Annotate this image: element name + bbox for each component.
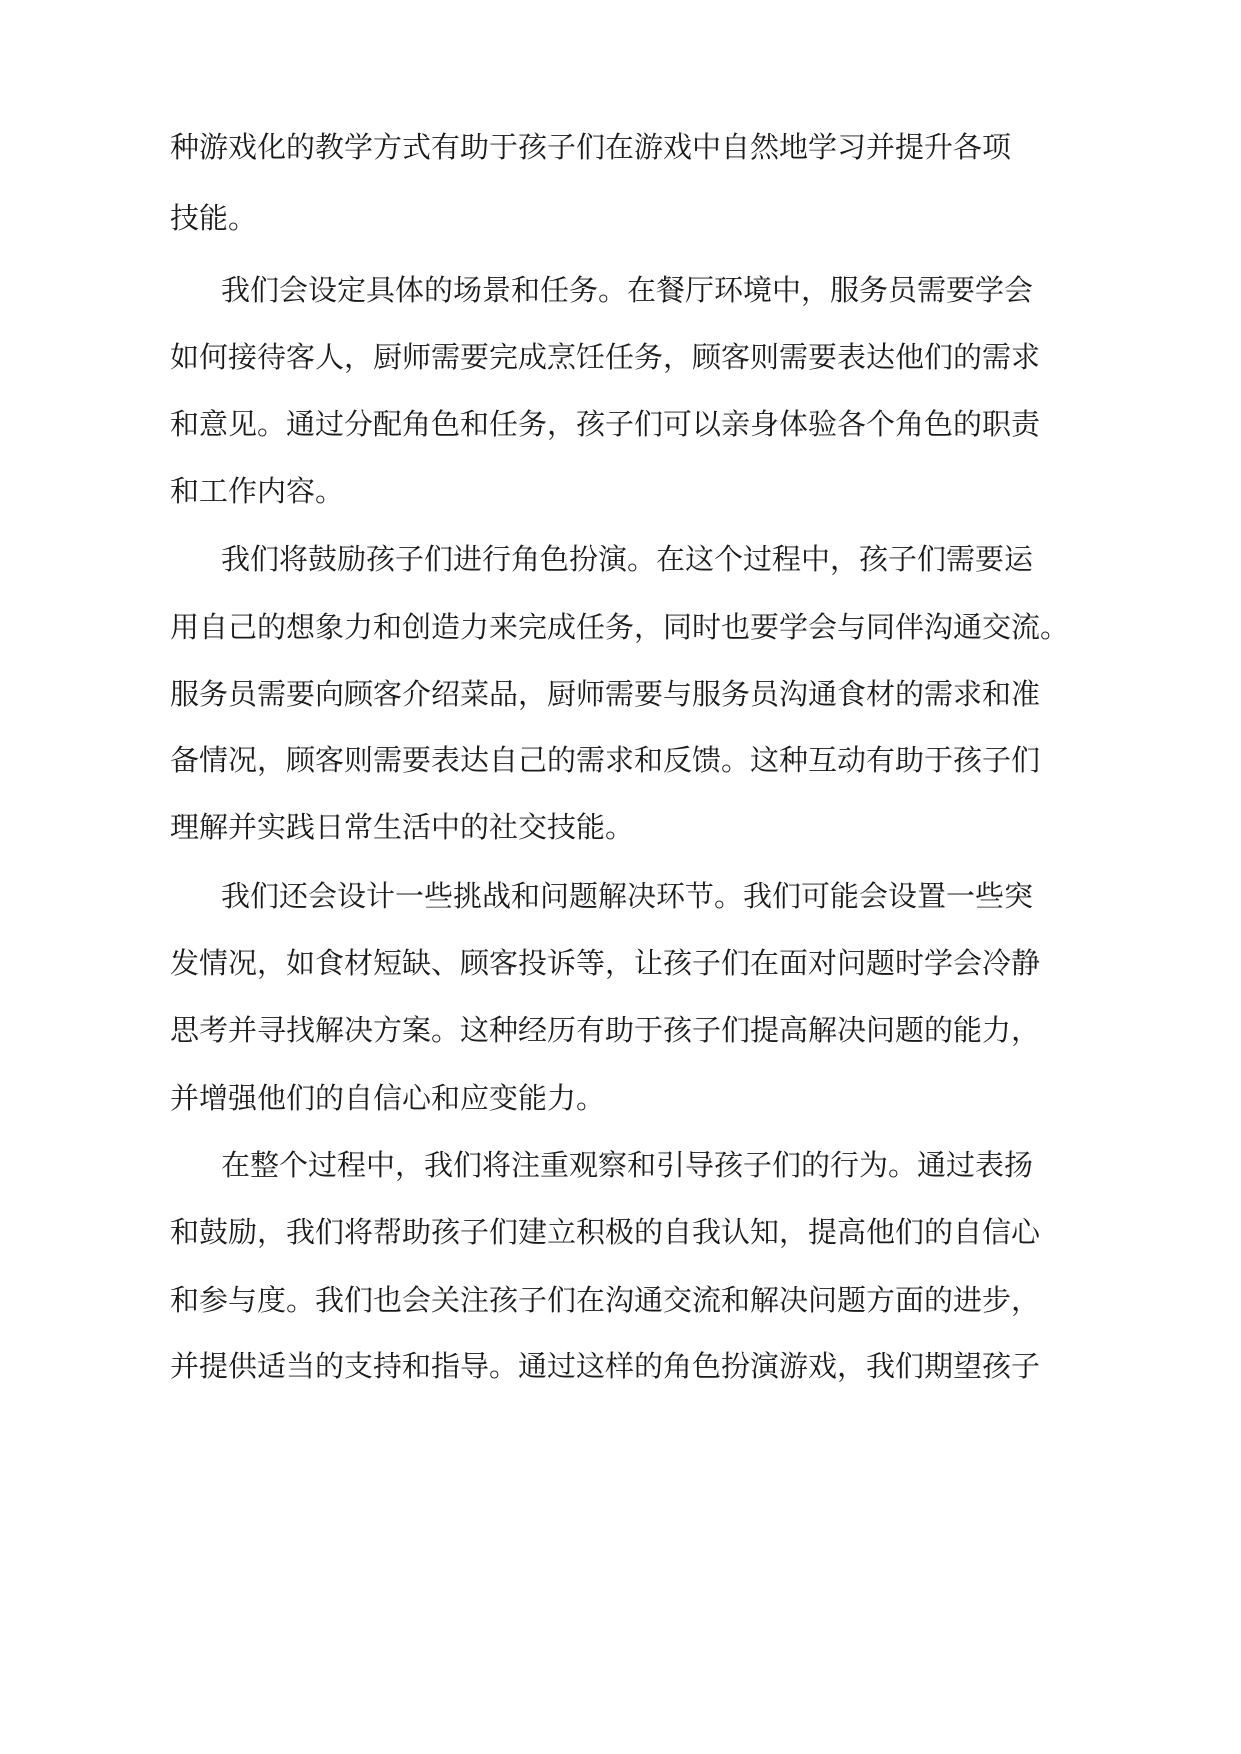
text-line: 思考并寻找解决方案。这种经历有助于孩子们提高解决问题的能力， (170, 1013, 1041, 1047)
text-line: 理解并实践日常生活中的社交技能。 (170, 810, 635, 844)
text-line: 和鼓励，我们将帮助孩子们建立积极的自我认知，提高他们的自信心 (170, 1215, 1041, 1249)
text-line: 和意见。通过分配角色和任务，孩子们可以亲身体验各个角色的职责 (170, 407, 1041, 441)
paragraph-first-line: 我们会设定具体的场景和任务。在餐厅环境中，服务员需要学会 (221, 273, 1034, 307)
text-line: 服务员需要向顾客介绍菜品，厨师需要与服务员沟通食材的需求和准 (170, 677, 1041, 711)
text-line: 备情况，顾客则需要表达自己的需求和反馈。这种互动有助于孩子们 (170, 743, 1041, 777)
paragraph-first-line: 我们将鼓励孩子们进行角色扮演。在这个过程中，孩子们需要运 (221, 542, 1034, 576)
text-line: 用自己的想象力和创造力来完成任务，同时也要学会与同伴沟通交流。 (170, 610, 1070, 644)
text-line: 并增强他们的自信心和应变能力。 (170, 1081, 606, 1115)
text-line: 发情况，如食材短缺、顾客投诉等，让孩子们在面对问题时学会冷静 (170, 946, 1041, 980)
paragraph-first-line: 我们还会设计一些挑战和问题解决环节。我们可能会设置一些突 (221, 879, 1034, 913)
paragraph-first-line: 在整个过程中，我们将注重观察和引导孩子们的行为。通过表扬 (221, 1148, 1034, 1182)
text-line: 和参与度。我们也会关注孩子们在沟通交流和解决问题方面的进步， (170, 1283, 1041, 1317)
text-line: 并提供适当的支持和指导。通过这样的角色扮演游戏，我们期望孩子 (170, 1349, 1041, 1383)
text-line: 技能。 (170, 201, 258, 235)
text-line: 和工作内容。 (170, 474, 345, 508)
text-line: 种游戏化的教学方式有助于孩子们在游戏中自然地学习并提升各项 (170, 130, 1012, 164)
text-line: 如何接待客人，厨师需要完成烹饪任务，顾客则需要表达他们的需求 (170, 340, 1041, 374)
